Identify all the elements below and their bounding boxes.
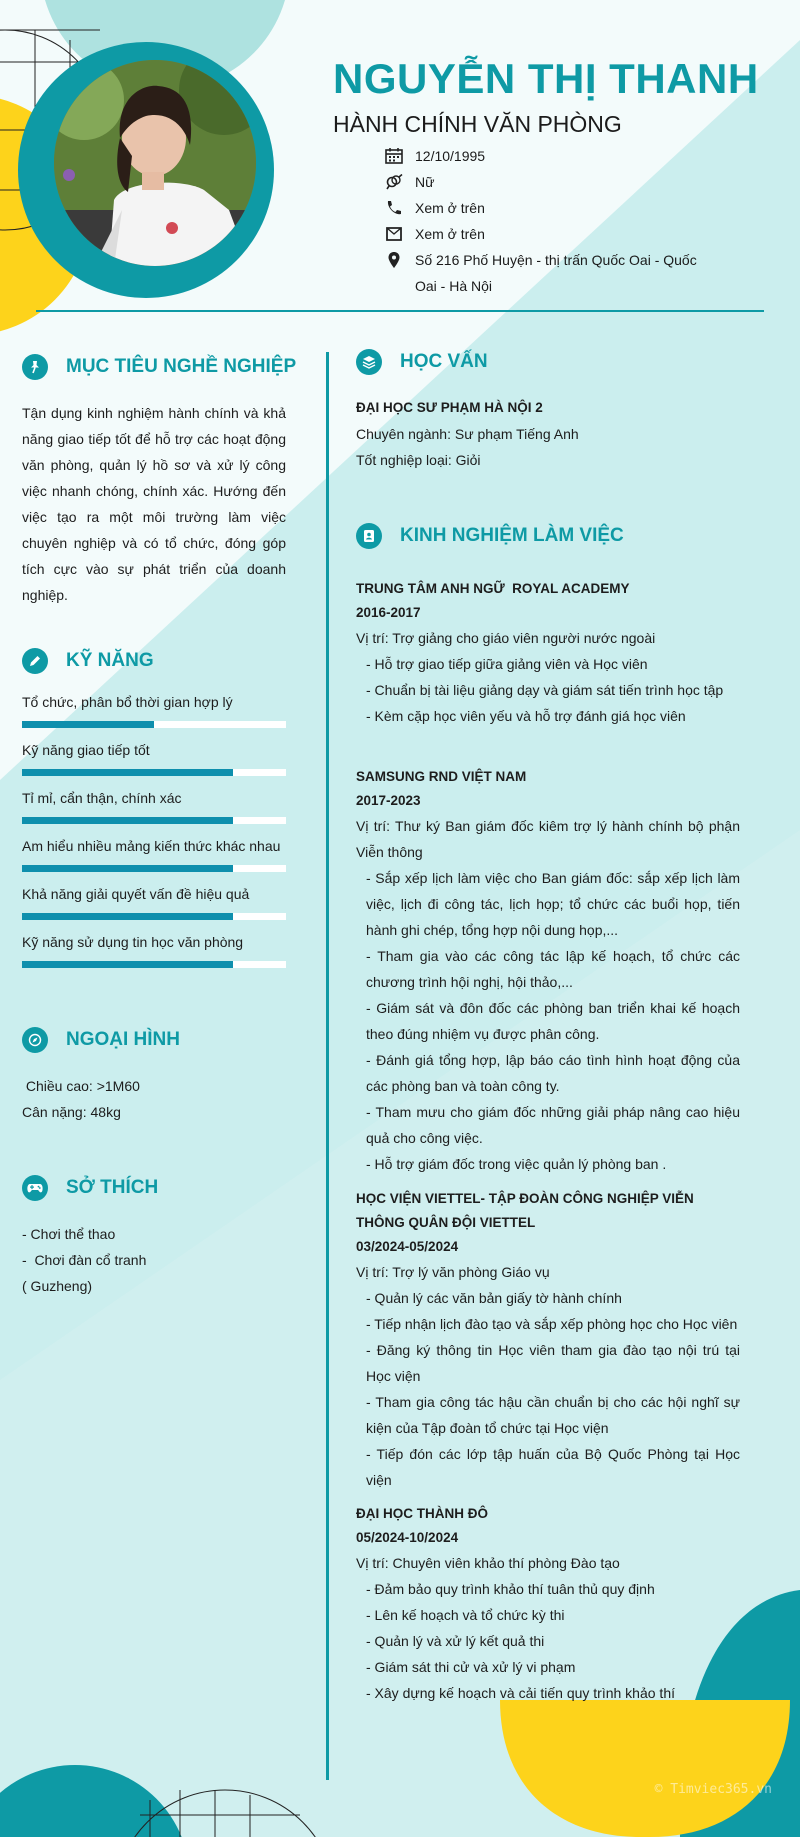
skills-heading	[22, 648, 286, 674]
location-icon	[385, 252, 403, 268]
compass-icon	[22, 1027, 48, 1053]
job-company: SAMSUNG RND VIỆT NAM	[356, 769, 527, 784]
gender-icon	[385, 174, 403, 190]
job-bullet: - Sắp xếp lịch làm việc cho Ban giám đốc: sắp xếp lịch làm việc, lịch đi công tác, lịch họp; tổ chức các buổi họp, tiến hành ghi chép, tổng hợp nội dung họp,...	[366, 870, 740, 938]
appearance-title: NGOẠI HÌNH	[66, 1029, 180, 1050]
job-bullet: - Quản lý và xử lý kết quả thi	[366, 1633, 545, 1649]
badge-icon	[356, 523, 382, 549]
hobbies-lines	[22, 1221, 286, 1299]
skill-bar	[22, 721, 286, 728]
job-bullet: - Tham gia vào các công tác lập kế hoạch, tổ chức các chương trình hội nghị, hội thảo,...	[366, 948, 740, 990]
layers-icon	[356, 349, 382, 375]
education-section	[356, 349, 740, 473]
header-divider	[36, 310, 764, 312]
skill-item	[22, 740, 286, 776]
experience-heading	[356, 523, 740, 549]
skill-bar-fill	[22, 817, 233, 824]
objective-section	[22, 354, 297, 608]
job-bullet: - Quản lý các văn bản giấy tờ hành chính	[366, 1290, 622, 1306]
education-major: Chuyên ngành: Sư phạm Tiếng Anh	[356, 426, 579, 442]
skill-bar-fill	[22, 769, 233, 776]
job-bullet: - Tham gia công tác hậu cần chuẩn bị cho các hội nghĩ sự kiện của Tập đoàn tổ chức tại Học viện	[366, 1394, 740, 1436]
hobby-item: ( Guzheng)	[22, 1278, 93, 1294]
contact-gender	[385, 169, 705, 195]
hobbies-heading	[22, 1175, 286, 1201]
skill-bar	[22, 913, 286, 920]
watermark: © Timviec365.vn	[654, 1782, 772, 1797]
job-bullet: - Đăng ký thông tin Học viên tham gia đào tạo nội trú tại Học viện	[366, 1342, 740, 1384]
job-bullet: - Chuẩn bị tài liệu giảng dạy và giám sát tiến trình học tập	[366, 682, 724, 698]
job-bullet: - Đảm bảo quy trình khảo thí tuân thủ quy định	[366, 1581, 655, 1597]
job-company: HỌC VIỆN VIETTEL- TẬP ĐOÀN CÔNG NGHIỆP VIỄN THÔNG QUÂN ĐỘI VIETTEL	[356, 1191, 694, 1230]
skill-item	[22, 788, 286, 824]
job-title: HÀNH CHÍNH VĂN PHÒNG	[333, 111, 622, 137]
job-date: 2017-2023	[356, 793, 421, 808]
job-bullet: - Tiếp nhận lịch đào tạo và sắp xếp phòng học cho Học viên	[366, 1316, 738, 1332]
job-company: TRUNG TÂM ANH NGỮ ROYAL ACADEMY	[356, 581, 630, 596]
skill-bar	[22, 865, 286, 872]
skill-item	[22, 692, 286, 728]
skills-title: KỸ NĂNG	[66, 650, 154, 671]
education-grade: Tốt nghiệp loại: Giỏi	[356, 452, 481, 468]
experience-title: KINH NGHIỆM LÀM VIỆC	[400, 525, 624, 546]
job-bullet: - Giám sát và đôn đốc các phòng ban triển khai kế hoạch theo đúng nhiệm vụ được phân công.	[366, 1000, 740, 1042]
objective-title: MỤC TIÊU NGHỀ NGHIỆP	[66, 356, 297, 377]
contact-phone	[385, 195, 705, 221]
phone-icon	[385, 200, 403, 216]
hobby-item: - Chơi thể thao	[22, 1226, 116, 1242]
education-body	[356, 395, 740, 473]
hobbies-section	[22, 1175, 286, 1299]
job-bullet: - Tiếp đón các lớp tập huấn của Bộ Quốc Phòng tại Học viện	[366, 1446, 740, 1488]
column-divider	[326, 352, 329, 1780]
calendar-icon	[385, 148, 403, 164]
job-position: Vị trí: Thư ký Ban giám đốc kiêm trợ lý hành chính bộ phận Viễn thông	[356, 818, 740, 860]
skill-bar	[22, 817, 286, 824]
skill-bar-fill	[22, 961, 233, 968]
skill-item	[22, 836, 286, 872]
skill-item	[22, 932, 286, 968]
contact-birthdate-text: 12/10/1995	[415, 148, 486, 164]
skill-name: Tổ chức, phân bổ thời gian hợp lý	[22, 694, 233, 710]
skill-bar	[22, 769, 286, 776]
job-entry	[356, 765, 740, 1177]
contact-birthdate	[385, 143, 705, 169]
objective-text: Tận dụng kinh nghiệm hành chính và khả năng giao tiếp tốt để hỗ trợ các hoạt động văn phòng, quản lý hồ sơ và xử lý công việc nhanh chóng, chính xác. Hướng đến việc tạo ra một môi trường làm việc chuyên nghiệp và có tổ chức, đóng góp tích cực vào sự phát triển của doanh nghiệp.	[22, 405, 286, 603]
job-entry	[356, 1187, 740, 1493]
pencil-icon	[22, 648, 48, 674]
skill-bar-fill	[22, 913, 233, 920]
skill-name: Tỉ mỉ, cẩn thận, chính xác	[22, 790, 182, 806]
appearance-section	[22, 1027, 286, 1125]
skill-bar-fill	[22, 721, 154, 728]
contact-list	[385, 143, 705, 299]
skill-name: Kỹ năng giao tiếp tốt	[22, 742, 150, 758]
contact-gender-text: Nữ	[415, 174, 435, 190]
job-bullet: - Hỗ trợ giám đốc trong việc quản lý phòng ban .	[366, 1156, 667, 1172]
education-school: ĐẠI HỌC SƯ PHẠM HÀ NỘI 2	[356, 400, 543, 415]
appearance-lines	[22, 1073, 286, 1125]
email-icon	[385, 226, 403, 242]
job-bullet: - Kèm cặp học viên yếu và hỗ trợ đánh giá học viên	[366, 708, 686, 724]
hobbies-title: SỞ THÍCH	[66, 1177, 159, 1198]
candidate-name: NGUYỄN THỊ THANH	[333, 55, 759, 102]
contact-phone-text: Xem ở trên	[415, 200, 485, 216]
contact-email	[385, 221, 705, 247]
skill-name: Khả năng giải quyết vấn đề hiệu quả	[22, 886, 250, 902]
profile-photo	[54, 60, 256, 266]
skill-item	[22, 884, 286, 920]
job-company: ĐẠI HỌC THÀNH ĐÔ	[356, 1506, 488, 1521]
gamepad-icon	[22, 1175, 48, 1201]
job-entry	[356, 577, 740, 729]
contact-email-text: Xem ở trên	[415, 226, 485, 242]
job-bullet: - Hỗ trợ giao tiếp giữa giảng viên và Học viên	[366, 656, 648, 672]
job-bullet: - Đánh giá tổng hợp, lập báo cáo tình hình hoạt động của các phòng ban và toàn công ty.	[366, 1052, 740, 1094]
contact-address-text: Số 216 Phố Huyện - thị trấn Quốc Oai - Quốc Oai - Hà Nội	[415, 252, 697, 294]
job-entry	[356, 1502, 740, 1706]
education-title: HỌC VẤN	[400, 351, 488, 372]
job-bullet: - Giám sát thi cử và xử lý vi phạm	[366, 1659, 576, 1675]
appearance-weight: Cân nặng: 48kg	[22, 1104, 121, 1120]
job-bullet: - Xây dựng kế hoạch và cải tiến quy trình khảo thí	[366, 1685, 675, 1701]
job-position: Vị trí: Trợ giảng cho giáo viên người nước ngoài	[356, 630, 656, 646]
job-date: 03/2024-05/2024	[356, 1239, 459, 1254]
appearance-height: Chiều cao: >1M60	[22, 1078, 140, 1094]
hobby-item: - Chơi đàn cổ tranh	[22, 1252, 147, 1268]
job-position: Vị trí: Chuyên viên khảo thí phòng Đào tạo	[356, 1555, 620, 1571]
pin-icon	[22, 354, 48, 380]
job-date: 05/2024-10/2024	[356, 1530, 459, 1545]
skill-bar	[22, 961, 286, 968]
objective-heading	[22, 354, 297, 380]
skill-bar-fill	[22, 865, 233, 872]
appearance-heading	[22, 1027, 286, 1053]
job-position: Vị trí: Trợ lý văn phòng Giáo vụ	[356, 1264, 550, 1280]
education-heading	[356, 349, 740, 375]
skill-name: Am hiểu nhiều mảng kiến thức khác nhau	[22, 838, 281, 854]
contact-address	[385, 247, 705, 299]
skill-name: Kỹ năng sử dụng tin học văn phòng	[22, 934, 244, 950]
job-date: 2016-2017	[356, 605, 421, 620]
job-bullet: - Tham mưu cho giám đốc những giải pháp nâng cao hiệu quả cho công việc.	[366, 1104, 740, 1146]
job-bullet: - Lên kế hoạch và tổ chức kỳ thi	[366, 1607, 565, 1623]
